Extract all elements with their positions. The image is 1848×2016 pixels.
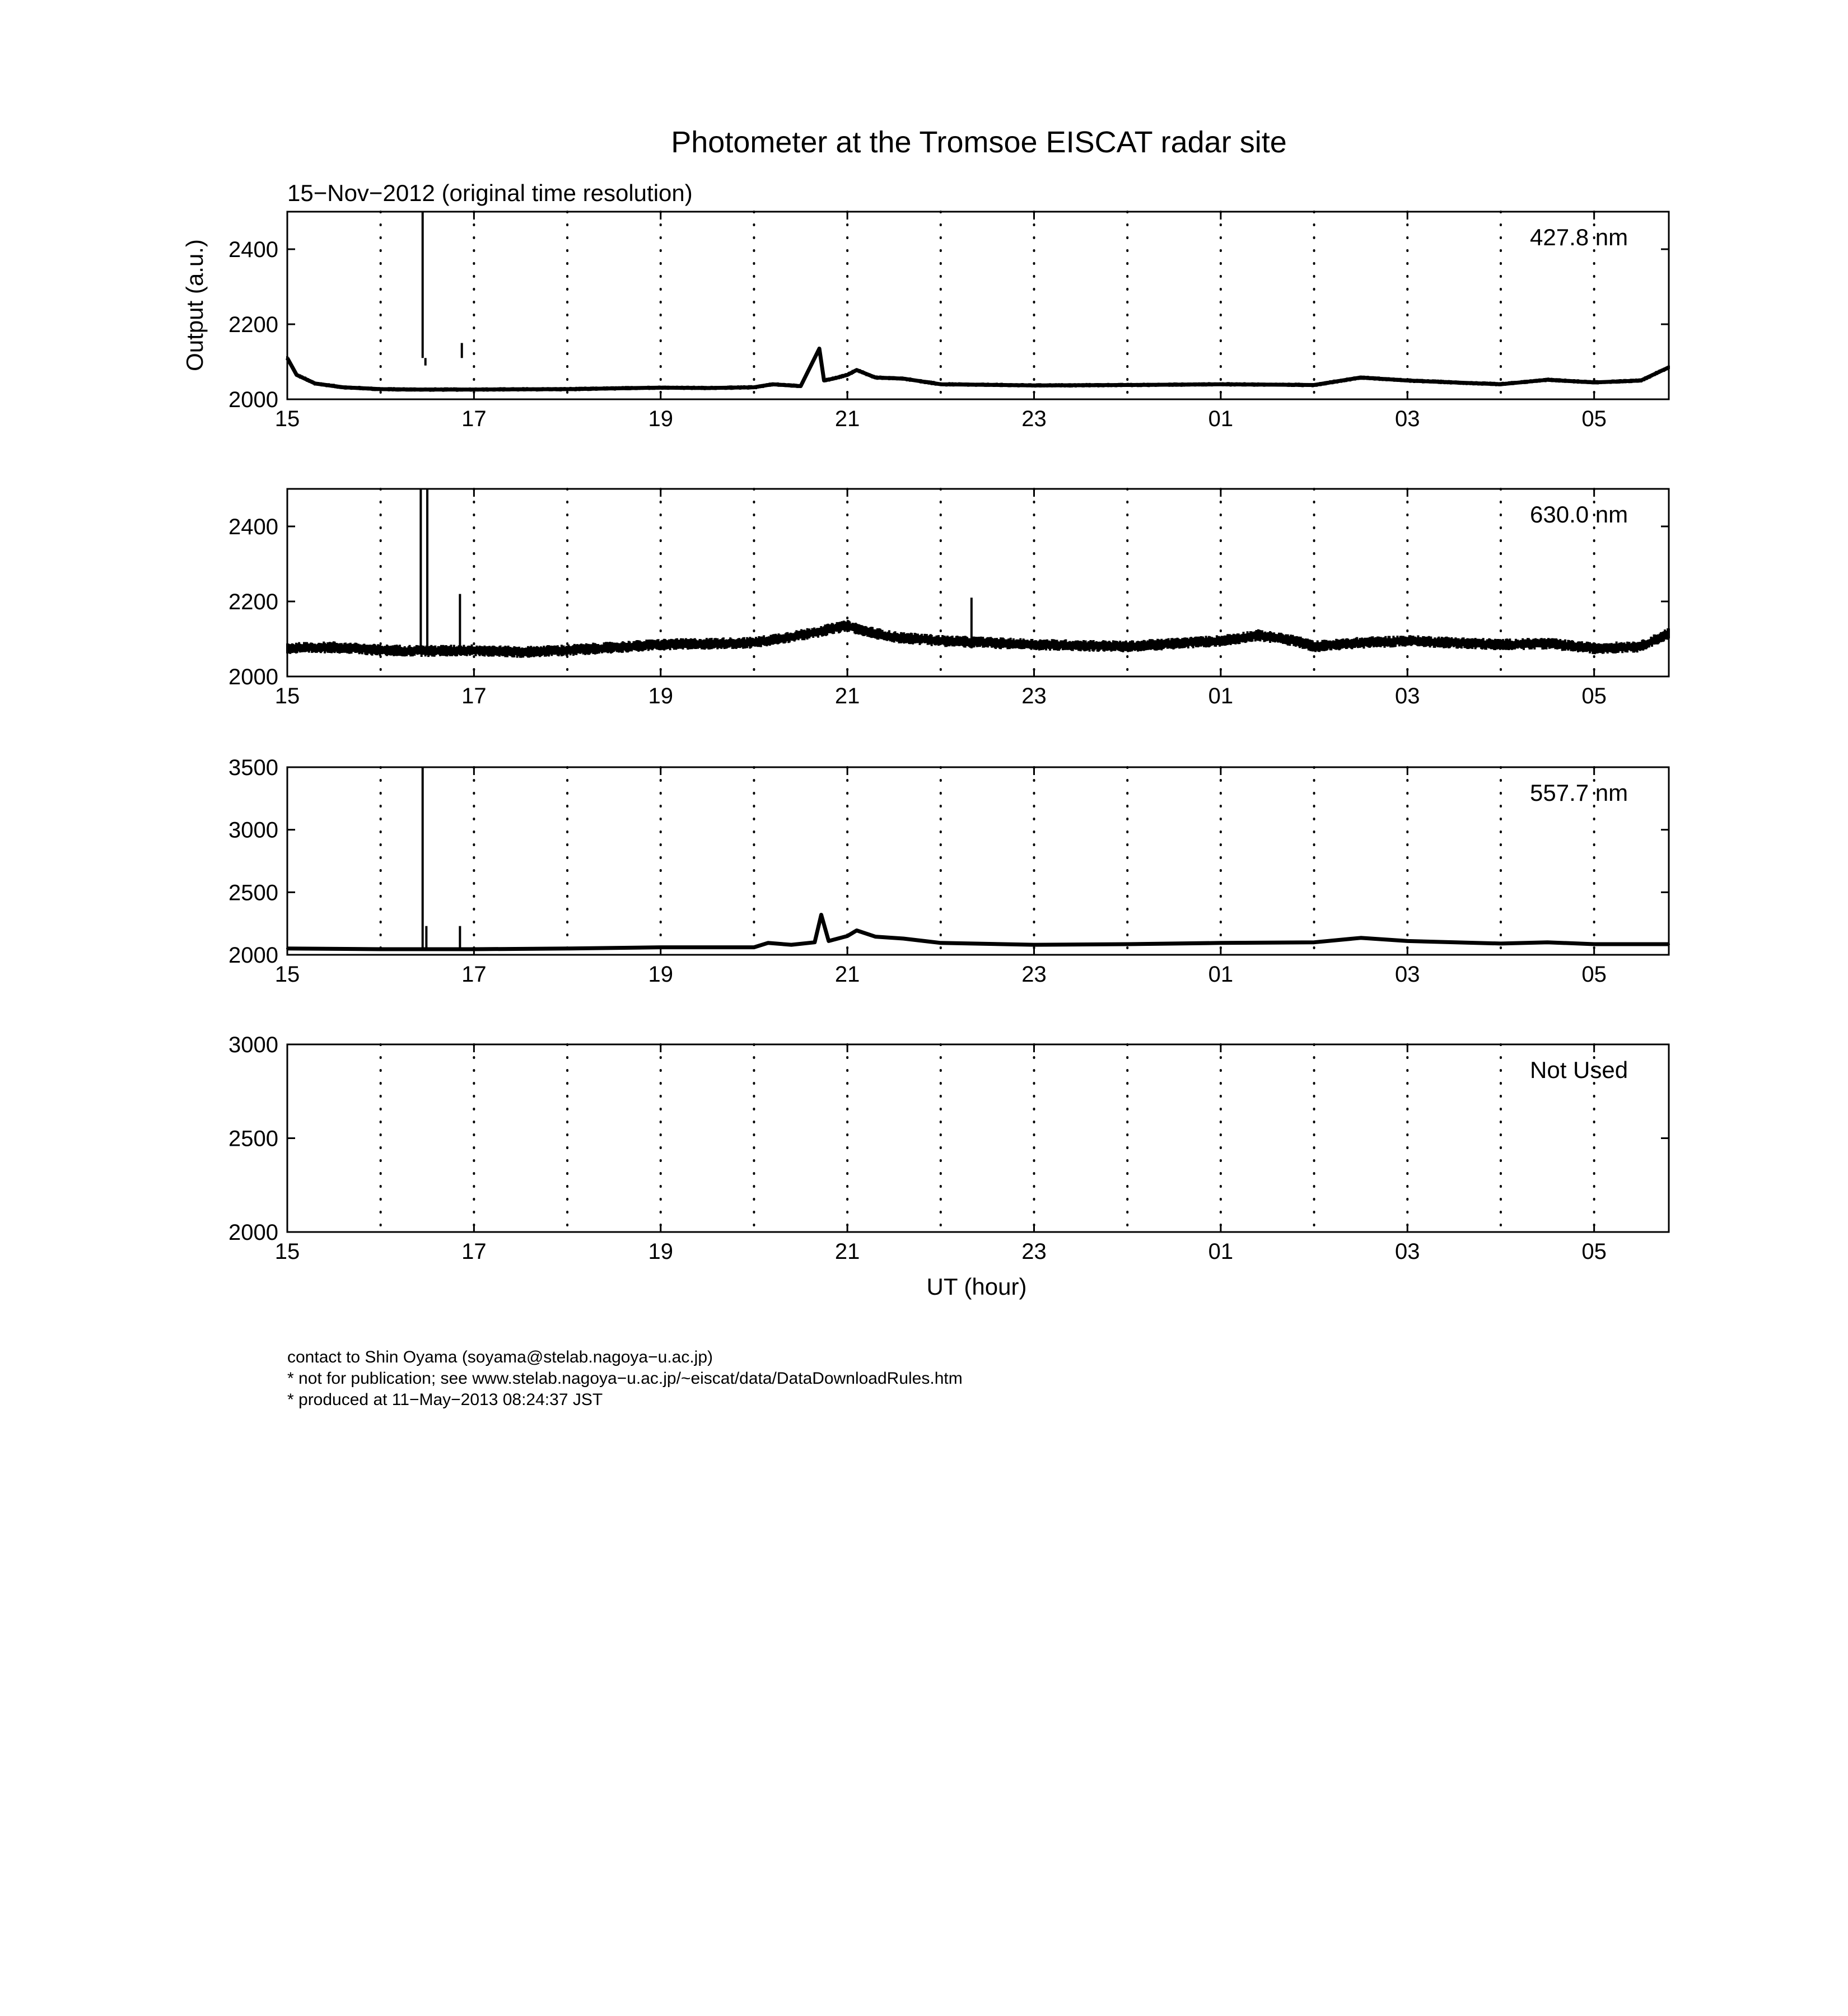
y-tick-label: 2200: [228, 312, 278, 337]
chart-subtitle: 15−Nov−2012 (original time resolution): [287, 180, 693, 206]
y-axis-label: Output (a.u.): [181, 239, 208, 371]
x-tick-label: 15: [274, 1239, 300, 1264]
y-tick-label: 2000: [228, 388, 278, 412]
x-tick-label: 15: [274, 684, 300, 708]
x-tick-label: 21: [834, 962, 860, 987]
x-tick-label: 01: [1208, 407, 1234, 431]
panel-2: [228, 489, 1669, 708]
y-tick-label: 3500: [228, 755, 278, 780]
x-tick-label: 05: [1581, 684, 1607, 708]
x-tick-label: 17: [461, 1239, 487, 1264]
panel-3: [228, 755, 1669, 987]
y-tick-label: 2400: [228, 237, 278, 262]
x-tick-label: 17: [461, 962, 487, 987]
y-tick-label: 3000: [228, 1033, 278, 1057]
panel-label: 557.7 nm: [1530, 780, 1628, 806]
footer-rules: * not for publication; see www.stelab.nagoya−u.ac.jp/~eiscat/data/DataDownloadRules.htm: [287, 1369, 963, 1388]
x-tick-label: 03: [1395, 962, 1420, 987]
y-tick-label: 2200: [228, 590, 278, 614]
panel-label: 427.8 nm: [1530, 224, 1628, 250]
x-tick-label: 23: [1021, 407, 1047, 431]
panel-1: [228, 212, 1669, 431]
x-tick-label: 15: [274, 962, 300, 987]
y-tick-label: 3000: [228, 818, 278, 843]
footer-contact: contact to Shin Oyama (soyama@stelab.nagoya−u.ac.jp): [287, 1348, 713, 1366]
x-axis-label: UT (hour): [926, 1273, 1027, 1300]
y-tick-label: 2500: [228, 1126, 278, 1151]
y-tick-label: 2400: [228, 515, 278, 539]
x-tick-label: 05: [1581, 962, 1607, 987]
y-tick-label: 2000: [228, 943, 278, 968]
panel-label: 630.0 nm: [1530, 501, 1628, 528]
x-tick-label: 01: [1208, 962, 1234, 987]
x-tick-label: 03: [1395, 684, 1420, 708]
series-trend: [287, 349, 1669, 390]
y-tick-label: 2500: [228, 880, 278, 906]
panels: [228, 212, 1669, 1264]
x-tick-label: 03: [1395, 1239, 1420, 1264]
x-tick-label: 19: [648, 1239, 674, 1264]
x-tick-label: 19: [648, 407, 674, 431]
series-trend: [287, 915, 1669, 950]
axes-box: [287, 1044, 1669, 1232]
axes-box: [287, 212, 1669, 399]
footer-produced: * produced at 11−May−2013 08:24:37 JST: [287, 1390, 603, 1409]
x-tick-label: 21: [834, 1239, 860, 1264]
x-tick-label: 15: [274, 407, 300, 431]
x-tick-label: 17: [461, 407, 487, 431]
x-tick-label: 05: [1581, 407, 1607, 431]
x-tick-label: 03: [1395, 407, 1420, 431]
x-tick-label: 21: [834, 407, 860, 431]
axes-box: [287, 767, 1669, 955]
footer: [287, 1347, 963, 1411]
x-tick-label: 23: [1021, 1239, 1047, 1264]
y-tick-label: 2000: [228, 665, 278, 689]
panel-4: [228, 1033, 1669, 1264]
y-tick-label: 2000: [228, 1220, 278, 1245]
chart-title: Photometer at the Tromsoe EISCAT radar site: [671, 125, 1287, 159]
x-tick-label: 23: [1021, 684, 1047, 708]
x-tick-label: 23: [1021, 962, 1047, 987]
panel-label: Not Used: [1530, 1057, 1628, 1083]
x-tick-label: 19: [648, 962, 674, 987]
x-tick-label: 17: [461, 684, 487, 708]
x-tick-label: 21: [834, 684, 860, 708]
x-tick-label: 01: [1208, 1239, 1234, 1264]
x-tick-label: 05: [1581, 1239, 1607, 1264]
x-tick-label: 01: [1208, 684, 1234, 708]
x-tick-label: 19: [648, 684, 674, 708]
